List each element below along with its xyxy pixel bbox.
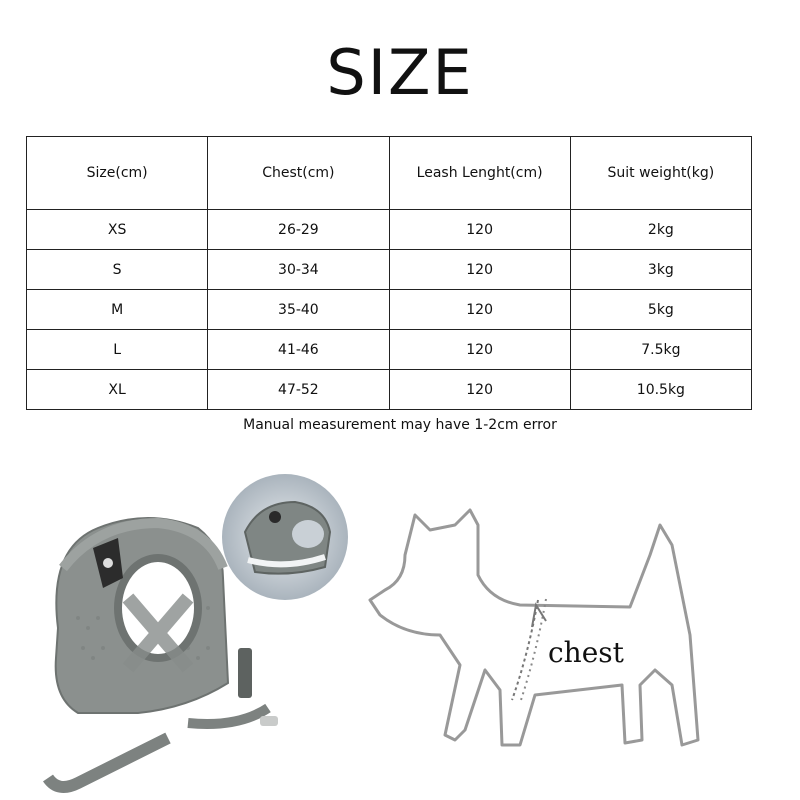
table-cell: XS: [27, 210, 208, 250]
table-cell: XL: [27, 370, 208, 410]
table-cell: 41-46: [208, 330, 389, 370]
table-cell: 47-52: [208, 370, 389, 410]
table-cell: 120: [389, 330, 570, 370]
column-header: Chest(cm): [208, 137, 389, 210]
table-cell: S: [27, 250, 208, 290]
table-cell: M: [27, 290, 208, 330]
table-cell: 7.5kg: [570, 330, 751, 370]
table-cell: 3kg: [570, 250, 751, 290]
table-cell: 5kg: [570, 290, 751, 330]
table-cell: 120: [389, 210, 570, 250]
table-cell: 30-34: [208, 250, 389, 290]
measurement-note: Manual measurement may have 1-2cm error: [243, 417, 557, 433]
reflective-inset-image: [220, 472, 350, 602]
chest-label: chest: [548, 636, 624, 669]
table-row: [27, 210, 752, 250]
table-cell: 120: [389, 250, 570, 290]
size-table: [26, 136, 752, 410]
table-cell: L: [27, 330, 208, 370]
table-cell: 120: [389, 370, 570, 410]
table-cell: 120: [389, 290, 570, 330]
table-row: [27, 370, 752, 410]
column-header: Leash Lenght(cm): [389, 137, 570, 210]
table-cell: 26-29: [208, 210, 389, 250]
table-cell: 10.5kg: [570, 370, 751, 410]
table-row: [27, 250, 752, 290]
table-row: [27, 330, 752, 370]
page-title: SIZE: [326, 36, 474, 109]
table-cell: 35-40: [208, 290, 389, 330]
table-header-row: [27, 137, 752, 210]
column-header: Suit weight(kg): [570, 137, 751, 210]
table-row: [27, 290, 752, 330]
table-cell: 2kg: [570, 210, 751, 250]
column-header: Size(cm): [27, 137, 208, 210]
dog-diagram: [360, 495, 700, 765]
